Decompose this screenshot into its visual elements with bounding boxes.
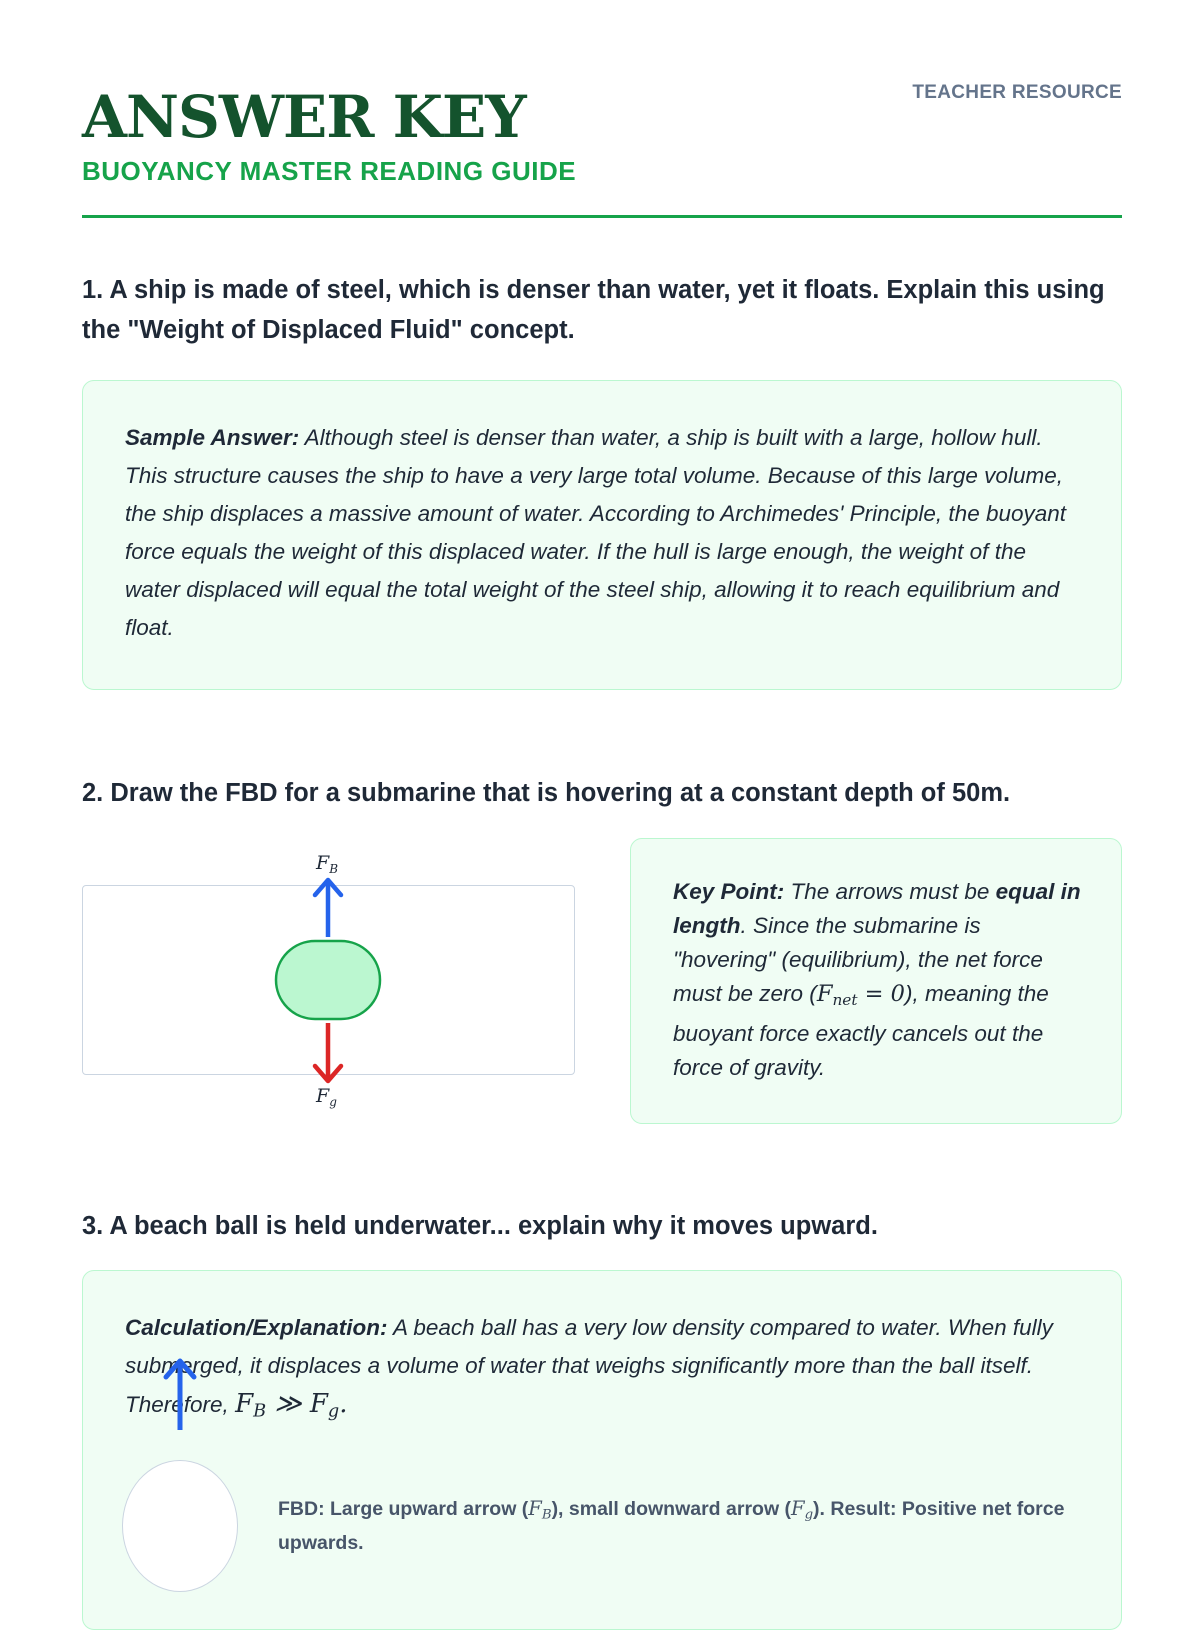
answer-3-text [125, 1309, 1081, 1430]
gravity-force-label: $F_g$ [316, 1085, 337, 1109]
key-point-part-1: The arrows must be [790, 879, 990, 904]
resource-tag: TEACHER RESOURCE [912, 82, 1122, 103]
answer-1-body: Although steel is denser than water, a ship is built with a large, hollow hull. This structure causes the ship to have a very large total volume. Because of this large volume, the ship displaces a massive amount of water. According to Archimedes' Principle, the buoyant force equals the weight of this displaced water. If the hull is large enough, the weight of the water displaced will equal the total weight of the steel ship, allowing it to reach equilibrium and float. [125, 425, 1067, 640]
answer-1-label: Sample Answer: [125, 425, 300, 450]
key-point-emphasis: equal in length [673, 879, 1081, 938]
page-subtitle: BUOYANCY MASTER READING GUIDE [82, 156, 577, 186]
fbd-note: FBD: Large upward arrow $(F_B)$, small downward arrow $(F_g)$. Result: Positive net force upwards. [278, 1497, 1065, 1555]
answer-3-body: A beach ball has a very low density compared to water. When fully submerged, it displaces a volume of water that weighs significantly more than the ball itself. Therefore, [125, 1315, 1053, 1417]
page-title: ANSWER KEY [82, 83, 526, 151]
header-divider [82, 215, 1122, 218]
beach-ball-up-arrow [160, 1355, 200, 1435]
answer-1-text [125, 419, 1081, 647]
key-point-text [673, 875, 1083, 1085]
question-3: 3. A beach ball is held underwater... explain why it moves upward. [82, 1212, 878, 1240]
force-comparison: $F_B$ ≫ $F_g$. [235, 1389, 348, 1422]
answer-box-1 [82, 380, 1122, 690]
submarine-fbd [82, 845, 582, 1115]
key-point-box [630, 838, 1122, 1124]
beach-ball-circle [122, 1460, 238, 1592]
note-gravity-symbol: $F_g$ [791, 1497, 814, 1523]
submarine-body [276, 941, 380, 1019]
question-1: 1. A ship is made of steel, which is denser than water, yet it floats. Explain this using the "Weight of Displaced Fluid" concept. [82, 276, 1105, 344]
answer-box-3 [82, 1270, 1122, 1630]
net-force-equation: $F_{net} = 0$ [816, 981, 905, 1009]
answer-3-label: Calculation/Explanation: [125, 1315, 388, 1340]
key-point-part-2: . Since the submarine is "hovering" (equilibrium), the net force must be zero ( [673, 913, 1043, 1006]
key-point-part-3: ), meaning the buoyant force exactly cancels out the force of gravity. [673, 981, 1049, 1080]
header [82, 82, 1122, 187]
buoyant-force-label: $F_B$ [316, 852, 339, 876]
note-buoyant-symbol: $F_B$ [528, 1497, 552, 1523]
question-2: 2. Draw the FBD for a submarine that is hovering at a constant depth of 50m. [82, 779, 1011, 807]
key-point-label: Key Point: [673, 879, 785, 904]
